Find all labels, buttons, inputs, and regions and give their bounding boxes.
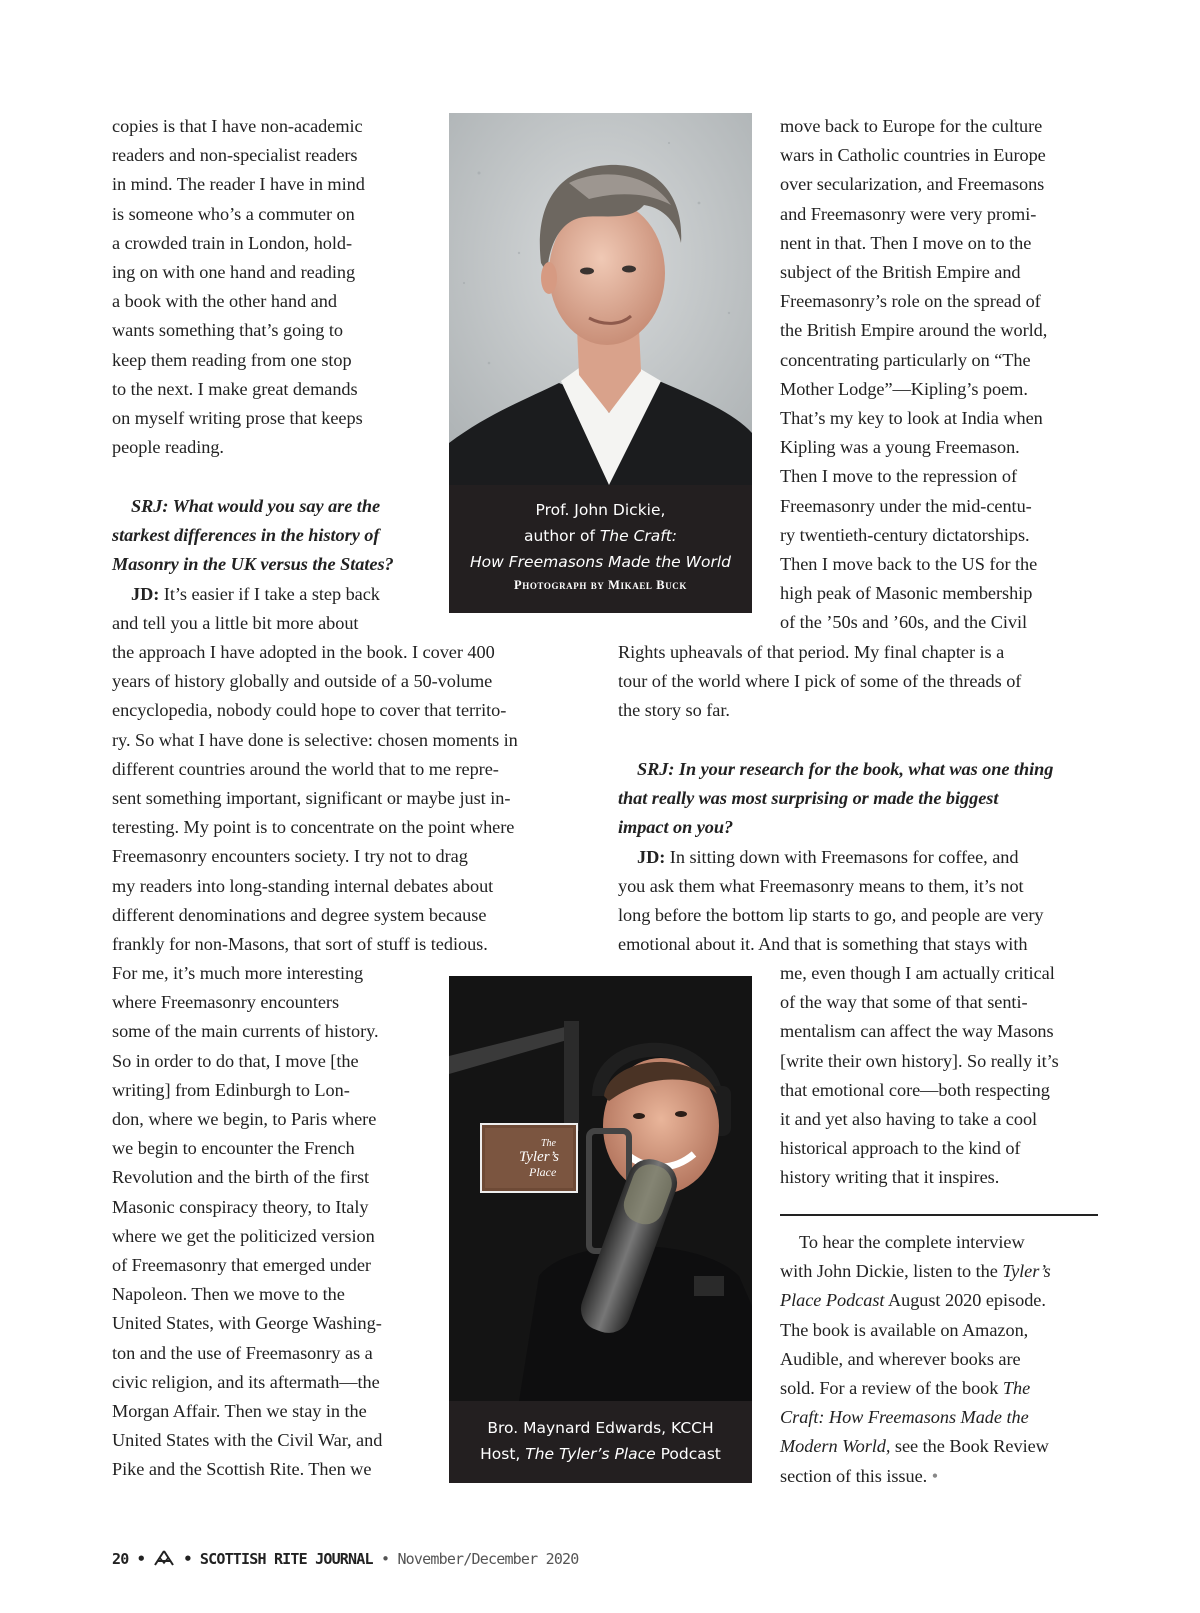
text-line: high peak of Masonic membership (780, 583, 1033, 604)
caption-maynard-edwards (449, 1401, 752, 1483)
text-line: history writing that it inspires. (780, 1167, 1000, 1188)
right-column-mid (618, 638, 1102, 726)
text-line: teresting. My point is to concentrate on the point where (112, 817, 515, 838)
text-line: keep them reading from one stop (112, 349, 352, 370)
text-line: ry. So what I have done is selective: chosen moments in (112, 729, 518, 750)
question-2-block (618, 755, 1102, 959)
text-line: the story so far. (618, 700, 730, 721)
closing-note (780, 1228, 1100, 1491)
text-line: different countries around the world that to me repre- (112, 758, 499, 779)
text-line: frankly for non-Masons, that sort of stuff is tedious. (112, 934, 488, 955)
text-line: readers and non-specialist readers (112, 145, 358, 166)
text-line: [write their own history]. So really it’s (780, 1050, 1059, 1071)
text-line: over secularization, and Freemasons (780, 174, 1045, 195)
photo-john-dickie (449, 113, 752, 485)
text-line: different denominations and degree system because (112, 904, 487, 925)
speaker-label: JD: (131, 583, 160, 604)
question-2 (618, 755, 1102, 843)
text-line: The book is available on Amazon, (780, 1319, 1029, 1340)
text-line: we begin to encounter the French (112, 1138, 355, 1159)
paragraph (112, 112, 422, 462)
text-line: where Freemasonry encounters (112, 992, 340, 1013)
answer-1-bottom (112, 959, 432, 1485)
text-line: section of this issue. • (780, 1465, 939, 1486)
text-line: Rights upheavals of that period. My final chapter is a (618, 642, 1005, 662)
text-line: nent in that. Then I move on to the (780, 232, 1032, 253)
text-line: That’s my key to look at India when (780, 408, 1043, 429)
page-number: 20 (112, 1550, 129, 1568)
text-line: wants something that’s going to (112, 320, 344, 341)
end-mark: • (931, 1465, 939, 1486)
text-line: JD: In sitting down with Freemasons for coffee, and (637, 846, 1019, 867)
text-line: United States with the Civil War, and (112, 1430, 383, 1451)
text-line: emotional about it. And that is something that stays with (618, 934, 1028, 955)
text-line: on myself writing prose that keeps (112, 408, 363, 429)
text-line: ry twentieth-century dictatorships. (780, 524, 1030, 545)
text-line: a crowded train in London, hold- (112, 232, 353, 253)
text-line: sent something important, significant or maybe just in- (112, 788, 511, 809)
text-line: Craft: How Freemasons Made the (780, 1407, 1029, 1428)
caption-line: Bro. Maynard Edwards, KCCH (487, 1419, 714, 1437)
text-line: that really was most surprising or made the biggest (618, 788, 999, 809)
text-line: Revolution and the birth of the first (112, 1167, 370, 1188)
text-line: that emotional core—both respecting (780, 1079, 1050, 1100)
text-line: some of the main currents of history. (112, 1021, 379, 1042)
caption-line: author of The Craft: (523, 527, 678, 545)
text-line: civic religion, and its aftermath—the (112, 1371, 380, 1392)
question-1-block (112, 492, 432, 638)
text-line: To hear the complete interview (799, 1232, 1025, 1252)
text-line: Kipling was a young Freemason. (780, 437, 1020, 458)
text-line: where we get the politicized version (112, 1225, 375, 1246)
text-line: Place Podcast August 2020 episode. (780, 1290, 1046, 1311)
answer-1-wide (112, 638, 592, 959)
text-line: Mother Lodge”—Kipling’s poem. (780, 378, 1028, 399)
text-line: Freemasonry’s role on the spread of (780, 291, 1041, 312)
caption-john-dickie (449, 485, 752, 613)
text-line: SRJ: What would you say are the (131, 496, 381, 516)
text-line: encyclopedia, nobody could hope to cover that territo- (112, 700, 507, 721)
text-line: and Freemasonry were very promi- (780, 203, 1037, 224)
text-line: long before the bottom lip starts to go, and people are very (618, 905, 1044, 926)
issue-date: November/December 2020 (397, 1550, 579, 1568)
right-column-top (780, 112, 1100, 638)
photo-credit: Photograph by Mikael Buck (514, 578, 687, 592)
text-line: subject of the British Empire and (780, 262, 1021, 283)
text-line: starkest differences in the history of (112, 525, 380, 546)
left-column-top (112, 112, 422, 462)
text-line: Freemasonry under the mid-centu- (780, 495, 1032, 516)
text-line: SRJ: In your research for the book, what was one thing (637, 759, 1054, 779)
text-line: Then I move to the repression of (780, 466, 1018, 487)
caption-line: Host, The Tyler’s Place Podcast (480, 1445, 721, 1463)
text-line: Masonry in the UK versus the States? (112, 554, 394, 575)
square-compass-emblem-icon (153, 1550, 175, 1566)
text-line: United States, with George Washing- (112, 1313, 382, 1334)
text-line: Napoleon. Then we move to the (112, 1284, 345, 1305)
text-line: ton and the use of Freemasonry as a (112, 1342, 373, 1363)
text-line: So in order to do that, I move [the (112, 1050, 359, 1071)
answer-1-start (112, 580, 432, 638)
text-line: sold. For a review of the book The (780, 1378, 1031, 1399)
text-line: years of history globally and outside of a 50-volume (112, 671, 493, 692)
text-line: of the way that some of that senti- (780, 992, 1028, 1013)
text-line: Masonic conspiracy theory, to Italy (112, 1196, 369, 1217)
text-line: Pike and the Scottish Rite. Then we (112, 1459, 372, 1480)
svg-text:Tyler’s: Tyler’s (519, 1149, 560, 1165)
text-line: you ask them what Freemasonry means to them, it’s not (618, 875, 1024, 896)
text-line: concentrating particularly on “The (780, 349, 1031, 370)
text-line: don, where we begin, to Paris where (112, 1109, 377, 1130)
text-line: ing on with one hand and reading (112, 262, 356, 283)
answer-2-narrow (780, 959, 1100, 1193)
text-line: For me, it’s much more interesting (112, 963, 364, 983)
text-line: a book with the other hand and (112, 291, 337, 312)
text-line: Modern World, see the Book Review (780, 1436, 1049, 1457)
page-footer: 20 • • SCOTTISH RITE JOURNAL • November/December 2020 (112, 1550, 579, 1568)
text-line: Morgan Affair. Then we stay in the (112, 1401, 367, 1422)
text-line: historical approach to the kind of (780, 1138, 1021, 1159)
portrait-image (449, 113, 752, 485)
question-1 (112, 492, 432, 580)
text-line: people reading. (112, 437, 224, 458)
text-line: it and yet also having to take a cool (780, 1109, 1038, 1130)
text-line: mentalism can affect the way Masons (780, 1021, 1054, 1042)
svg-text:Place: Place (529, 1165, 557, 1179)
text-line: and tell you a little bit more about (112, 612, 359, 633)
text-line: Audible, and wherever books are (780, 1348, 1021, 1369)
text-line: JD: It’s easier if I take a step back (131, 583, 380, 604)
text-line: move back to Europe for the culture (780, 116, 1043, 136)
text-line: of the ’50s and ’60s, and the Civil (780, 612, 1028, 633)
podcast-host-image (449, 976, 752, 1401)
text-line: my readers into long-standing internal debates about (112, 875, 494, 896)
text-line: the British Empire around the world, (780, 320, 1048, 341)
text-line: writing] from Edinburgh to Lon- (112, 1079, 350, 1100)
text-line: Freemasonry encounters society. I try not to drag (112, 846, 468, 867)
text-line: with John Dickie, listen to the Tyler’s (780, 1261, 1051, 1282)
svg-text:The: The (541, 1138, 556, 1149)
photo-maynard-edwards (449, 976, 752, 1401)
caption-line: How Freemasons Made the World (470, 553, 731, 571)
text-line: Then I move back to the US for the (780, 554, 1038, 575)
caption-line: Prof. John Dickie, (535, 501, 666, 519)
speaker-label: JD: (637, 846, 666, 867)
answer-2-start (618, 843, 1102, 960)
text-line: me, even though I am actually critical (780, 963, 1055, 983)
text-line: the approach I have adopted in the book. I cover 400 (112, 642, 495, 662)
text-line: is someone who’s a commuter on (112, 203, 355, 224)
text-line: wars in Catholic countries in Europe (780, 145, 1046, 166)
text-line: in mind. The reader I have in mind (112, 174, 365, 195)
text-line: tour of the world where I pick of some of the threads of (618, 671, 1022, 692)
text-line: to the next. I make great demands (112, 378, 358, 399)
text-line: of Freemasonry that emerged under (112, 1255, 371, 1276)
text-line: copies is that I have non-academic (112, 116, 363, 136)
section-divider (780, 1214, 1098, 1216)
journal-name: SCOTTISH RITE JOURNAL (199, 1550, 373, 1568)
text-line: impact on you? (618, 817, 734, 838)
